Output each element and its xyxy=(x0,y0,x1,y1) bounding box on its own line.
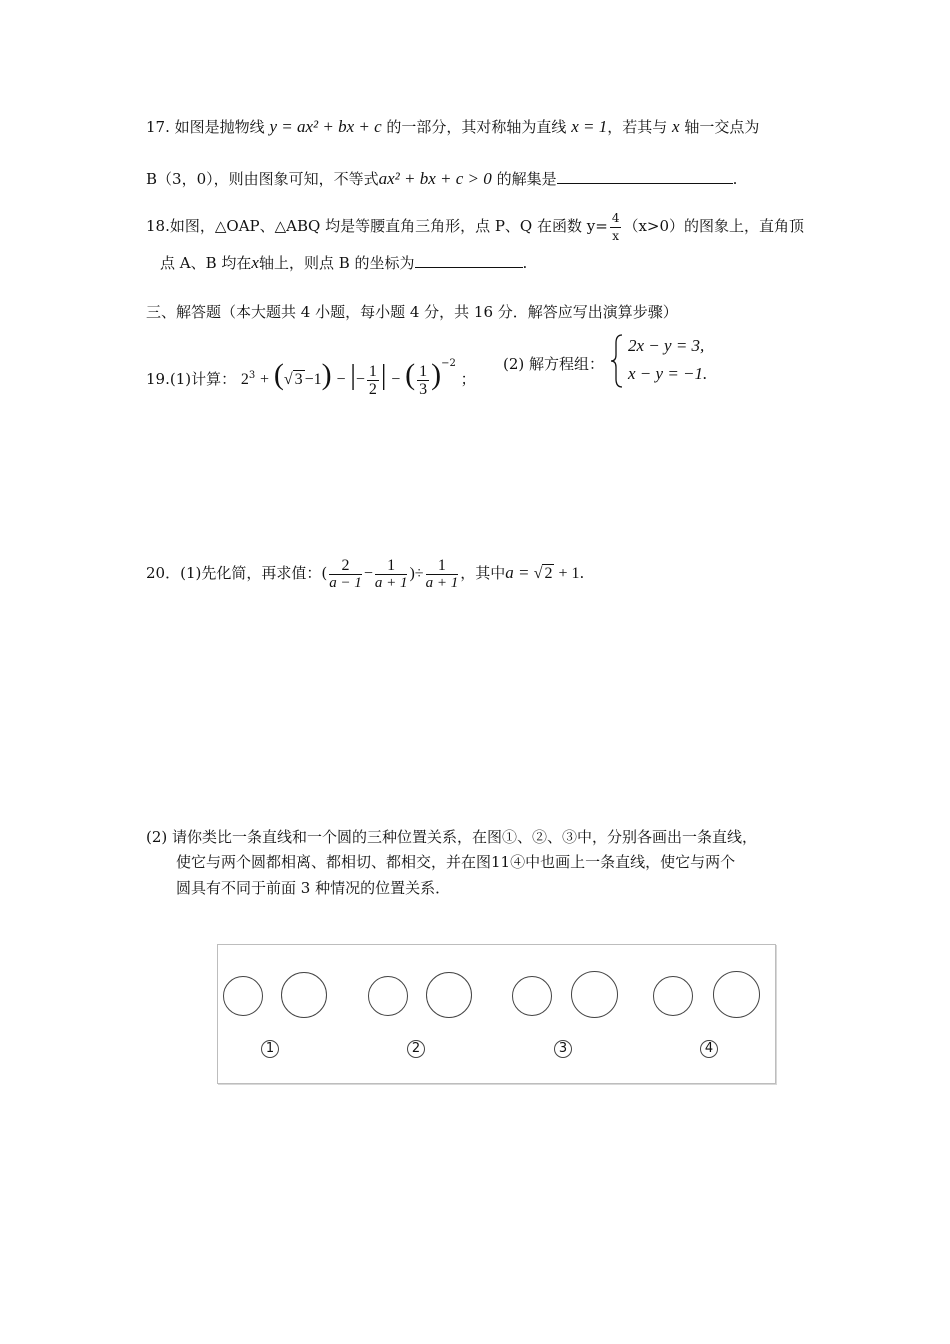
q20-fraction-3-denominator: a + 1 xyxy=(425,574,459,591)
q19-sqrt-value: 3 xyxy=(294,371,303,388)
q19-third-numerator: 1 xyxy=(419,362,428,380)
q20-fraction-1-denominator: a − 1 xyxy=(329,574,362,591)
left-brace-icon xyxy=(610,333,624,389)
q20-label: 20．(1)先化简，再求值：( xyxy=(146,564,328,582)
figure-2-large-circle[interactable] xyxy=(426,972,472,1018)
q19-equation-2: x − y = −1. xyxy=(628,364,708,383)
q17-text: 如图是抛物线 xyxy=(174,118,265,136)
q20-close-divide: )÷ xyxy=(409,565,424,582)
q20-condition-a: a = xyxy=(505,563,534,582)
q19-third-denominator: 3 xyxy=(419,380,428,398)
q19-third-close-paren: ) xyxy=(431,358,442,391)
figure-3-small-circle[interactable] xyxy=(512,976,552,1016)
q17-axis-equation: x = 1 xyxy=(571,117,608,136)
figure-3-large-circle[interactable] xyxy=(571,971,618,1018)
q18-text: （x>0）的图象上，直角顶 xyxy=(623,217,805,235)
q19-third-open-paren: ( xyxy=(405,358,416,391)
q17-number: 17. xyxy=(146,118,170,136)
q17-x-variable: x xyxy=(672,117,680,136)
q17-text: 的一部分，其对称轴为直线 xyxy=(386,118,567,136)
q20-part1 xyxy=(146,552,584,594)
q19-plus: + xyxy=(260,371,270,388)
q18-text: 18.如图，△OAP、△ABQ 均是等腰直角三角形，点 P、Q 在函数 y= xyxy=(146,217,608,235)
q17-inequality: ax² + bx + c > 0 xyxy=(378,169,492,188)
q20-plus-one: + 1 xyxy=(554,565,580,582)
q17-line1 xyxy=(146,117,759,137)
q20-fraction-3 xyxy=(426,557,459,592)
q19-sqrt-symbol: √ xyxy=(283,371,293,388)
q20-fraction-2-numerator: 1 xyxy=(375,557,408,575)
q19-open-paren: ( xyxy=(273,358,284,391)
figure-1-small-circle[interactable] xyxy=(223,976,263,1016)
q19-exponent: 3 xyxy=(248,370,256,381)
q19-base: 2 xyxy=(240,371,249,388)
q19-abs-negative: − xyxy=(355,371,365,388)
q19-close-paren: ) xyxy=(321,358,332,391)
figure-4-large-circle[interactable] xyxy=(713,971,760,1018)
q20-part2-line2: 使它与两个圆都相离、都相切、都相交，并在图11④中也画上一条直线，使它与两个 xyxy=(176,853,736,871)
circles-figure xyxy=(217,944,776,1084)
q19-abs-bar-right: | xyxy=(380,360,387,391)
figure-2-small-circle[interactable] xyxy=(368,976,408,1016)
q19-part2-label: (2) 解方程组： xyxy=(503,355,605,373)
q19-part1 xyxy=(146,340,476,398)
q18-line1 xyxy=(146,208,804,244)
q18-period: . xyxy=(522,254,528,272)
figure-4-label: 4 xyxy=(700,1040,718,1058)
q20-fraction-1 xyxy=(329,557,362,592)
figure-4-small-circle[interactable] xyxy=(653,976,693,1016)
q20-part2-line3: 圆具有不同于前面 3 种情况的位置关系． xyxy=(176,879,451,897)
q18-fraction xyxy=(610,210,622,245)
q20-fraction-2-denominator: a + 1 xyxy=(374,574,408,591)
q19-semicolon: ； xyxy=(460,370,476,388)
q18-fraction-denominator: x xyxy=(612,228,620,243)
figure-3-label: 3 xyxy=(554,1040,572,1058)
q18-text: 轴上，则点 B 的坐标为 xyxy=(258,254,415,272)
q20-part2-line1: (2) 请你类比一条直线和一个圆的三种位置关系，在图①、②、③中，分别各画出一条直线， xyxy=(146,828,758,846)
q20-period: . xyxy=(579,564,585,582)
q17-text: 的解集是 xyxy=(496,170,557,188)
q17-line2 xyxy=(146,169,737,189)
q18-fraction-numerator: 4 xyxy=(610,210,622,228)
q19-half-numerator: 1 xyxy=(368,362,377,380)
q20-fraction-1-numerator: 2 xyxy=(329,557,362,575)
q19-minus-one: −1 xyxy=(304,371,322,388)
q19-third-fraction xyxy=(417,363,429,398)
section-3-heading: 三、解答题（本大题共 4 小题，每小题 4 分，共 16 分．解答应写出演算步骤） xyxy=(146,303,678,321)
q17-text: ，若其与 xyxy=(607,118,668,136)
q20-sqrt-symbol: √ xyxy=(533,565,543,582)
q19-label: 19.(1)计算： xyxy=(146,370,237,388)
q19-abs-bar-left: | xyxy=(350,360,356,391)
figure-2-label: 2 xyxy=(407,1040,425,1058)
q20-minus: − xyxy=(363,565,373,582)
q19-minus-second: − xyxy=(391,371,401,388)
q18-line2 xyxy=(160,253,527,273)
q19-half-denominator: 2 xyxy=(368,380,377,398)
q20-sqrt-value: 2 xyxy=(544,565,553,582)
q17-period: . xyxy=(732,170,738,188)
q17-text: 轴一交点为 xyxy=(684,118,760,136)
q19-equation-1: 2x − y = 3, xyxy=(628,336,705,355)
q17-parabola-equation: y = ax² + bx + c xyxy=(269,117,382,136)
q19-negative-exponent: −2 xyxy=(441,358,456,369)
q20-text: ，其中 xyxy=(460,564,506,582)
q18-answer-blank[interactable] xyxy=(415,253,523,268)
q18-x-variable: x xyxy=(251,253,259,272)
q19-minus: − xyxy=(336,371,346,388)
figure-1-large-circle[interactable] xyxy=(281,972,327,1018)
q19-system-brace xyxy=(610,333,624,393)
q18-text: 点 A、B 均在 xyxy=(160,254,252,272)
q17-text: B（3，0），则由图象可知，不等式 xyxy=(146,170,379,188)
figure-1-label: 1 xyxy=(261,1040,279,1058)
q19-half-fraction xyxy=(367,363,379,398)
q20-fraction-3-numerator: 1 xyxy=(426,557,459,575)
q20-fraction-2 xyxy=(375,557,408,592)
q17-answer-blank[interactable] xyxy=(557,169,733,184)
